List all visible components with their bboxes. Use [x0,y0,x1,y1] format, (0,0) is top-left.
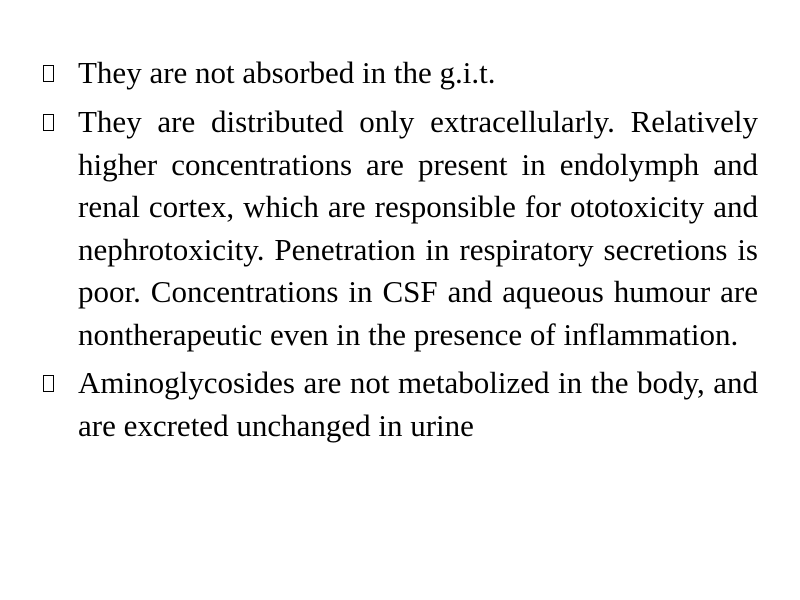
bullet-text: Aminoglycosides are not metabolized in the body, and are excreted unchanged in urine [78,365,758,443]
bullet-marker [42,52,78,95]
bullet-marker [42,362,78,405]
missing-glyph-box-icon [43,114,54,131]
bullet-list [42,52,758,453]
missing-glyph-box-icon [43,65,54,82]
bullet-text: They are distributed only extracellularly. Relatively higher concentrations are present in endolymph and renal cortex, which are responsible for ototoxicity and nephrotoxicity. Penetration in respiratory secretions is poor. Concentrations in CSF and aqueous humour are nontherapeutic even in the presence of inflammation. [78,104,758,352]
bullet-marker [42,101,78,144]
bullet-item [42,362,758,447]
missing-glyph-box-icon [43,375,54,392]
bullet-item [42,52,758,95]
bullet-item [42,101,758,356]
bullet-text: They are not absorbed in the g.i.t. [78,55,496,90]
